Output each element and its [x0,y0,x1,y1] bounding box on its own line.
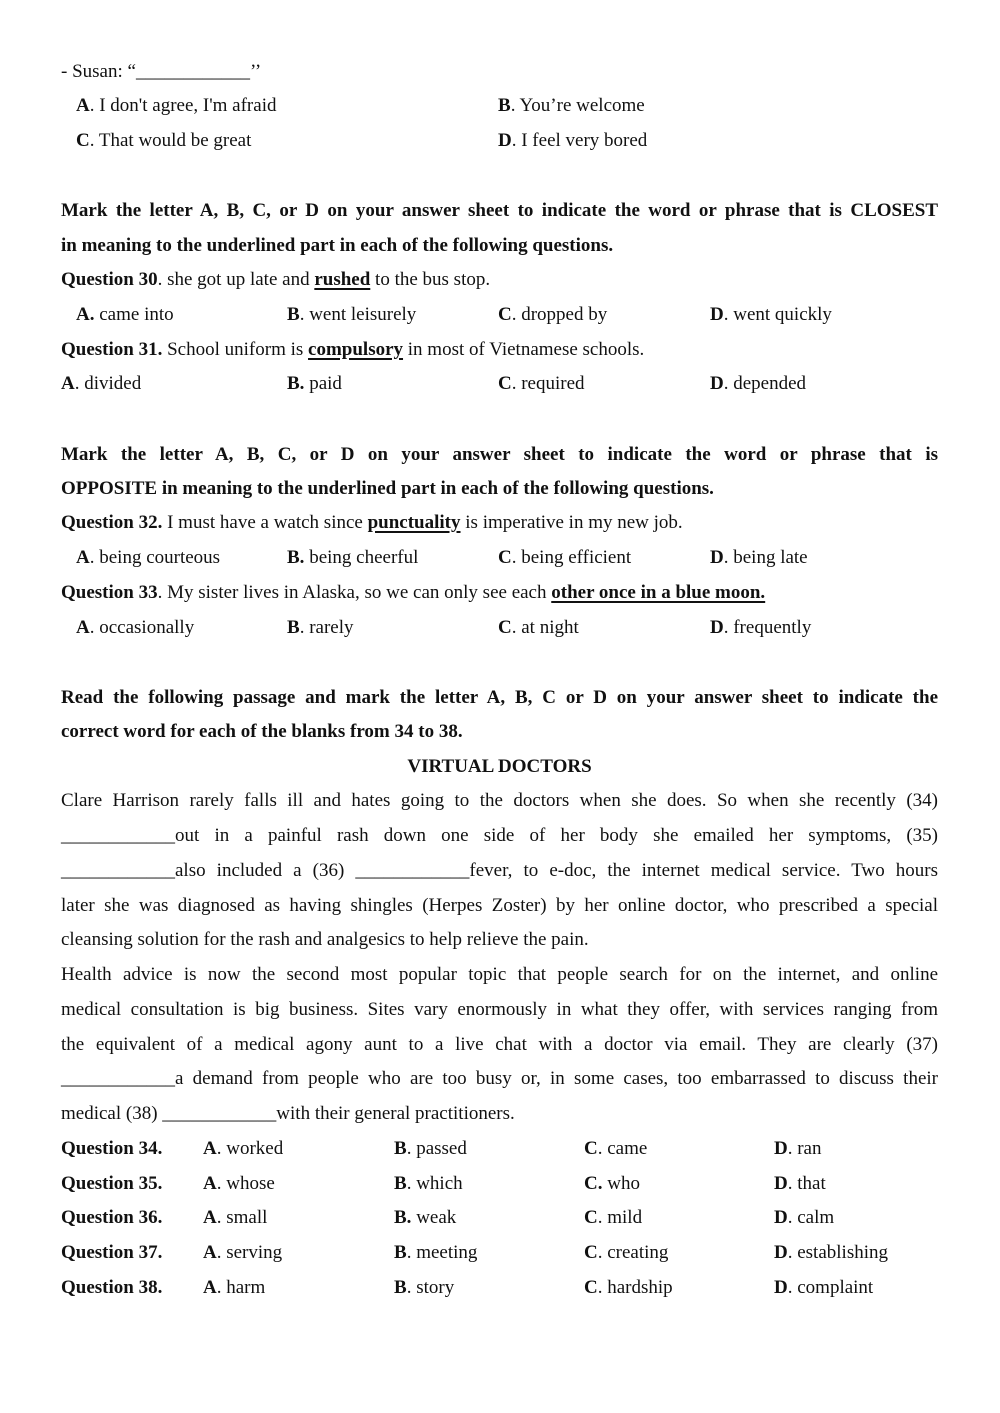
q33-stem: Question 33. My sister lives in Alaska, so we can only see each other once in a blue moon. [61,582,766,603]
q36-label: Question 36. [61,1207,163,1228]
q36-option-a[interactable]: A. small [203,1207,268,1228]
section-closest-instruction-line1: Mark the letter A, B, C, or D on your answer sheet to indicate the word or phrase that is CLOSEST [61,200,938,221]
q38-option-c[interactable]: C. hardship [584,1277,673,1298]
q35-option-d[interactable]: D. that [774,1173,826,1194]
q36-option-d[interactable]: D. calm [774,1207,835,1228]
passage-line: ____________out in a painful rash down one side of her body she emailed her symptoms, (35) [61,825,938,846]
passage-line: Clare Harrison rarely falls ill and hates going to the doctors when she does. So when she recently (34) [61,790,938,811]
q32-option-b[interactable]: B. being cheerful [287,547,419,568]
q30-option-b[interactable]: B. went leisurely [287,304,417,325]
passage-line: cleansing solution for the rash and analgesics to help relieve the pain. [61,929,589,950]
q29-option-b[interactable]: B. You’re welcome [498,95,645,116]
section-passage-instruction-line2: correct word for each of the blanks from 34 to 38. [61,721,463,742]
q29-prompt [61,60,261,84]
section-opposite-instruction-line1: Mark the letter A, B, C, or D on your answer sheet to indicate the word or phrase that is [61,444,938,465]
q32-underlined: punctuality [367,512,461,533]
q29-blank: ____________ [135,61,250,82]
q29-option-a[interactable]: A. I don't agree, I'm afraid [76,95,277,116]
q32-option-c[interactable]: C. being efficient [498,547,632,568]
q35-option-a[interactable]: A. whose [203,1173,275,1194]
q34-option-d[interactable]: D. ran [774,1138,822,1159]
section-closest-instruction-line2: in meaning to the underlined part in each of the following questions. [61,235,614,256]
q31-option-b[interactable]: B. paid [287,373,342,394]
q36-option-b[interactable]: B. weak [394,1207,457,1228]
q30-stem: Question 30. she got up late and rushed to the bus stop. [61,269,491,290]
q34-option-a[interactable]: A. worked [203,1138,284,1159]
q32-option-d[interactable]: D. being late [710,547,808,568]
q37-option-b[interactable]: B. meeting [394,1242,478,1263]
q38-option-d[interactable]: D. complaint [774,1277,874,1298]
passage-line: medical (38) ____________with their general practitioners. [61,1103,515,1124]
passage-line: Health advice is now the second most popular topic that people search for on the internet, and online [61,964,938,985]
q32-stem: Question 32. I must have a watch since punctuality is imperative in my new job. [61,512,683,533]
q31-option-a[interactable]: A. divided [61,373,142,394]
q37-option-d[interactable]: D. establishing [774,1242,889,1263]
q35-option-b[interactable]: B. which [394,1173,463,1194]
q31-stem: Question 31. School uniform is compulsory in most of Vietnamese schools. [61,339,645,360]
q33-option-c[interactable]: C. at night [498,617,579,638]
q34-label: Question 34. [61,1138,163,1159]
section-opposite-instruction-line2: OPPOSITE in meaning to the underlined part in each of the following questions. [61,478,714,499]
q33-option-d[interactable]: D. frequently [710,617,812,638]
q36-option-c[interactable]: C. mild [584,1207,643,1228]
q34-option-b[interactable]: B. passed [394,1138,467,1159]
passage-line: ____________also included a (36) ____________fever, to e-doc, the internet medical service. Two hours [61,860,938,881]
q37-option-a[interactable]: A. serving [203,1242,283,1263]
q34-option-c[interactable]: C. came [584,1138,648,1159]
q29-option-d[interactable]: D. I feel very bored [498,130,648,151]
q37-option-c[interactable]: C. creating [584,1242,669,1263]
passage-title: VIRTUAL DOCTORS [407,756,592,777]
q38-option-a[interactable]: A. harm [203,1277,266,1298]
q29-close-quote: ’’ [249,61,262,82]
q31-option-d[interactable]: D. depended [710,373,807,394]
q32-option-a[interactable]: A. being courteous [76,547,221,568]
q35-label: Question 35. [61,1173,163,1194]
q30-option-c[interactable]: C. dropped by [498,304,608,325]
passage-line: the equivalent of a medical agony aunt to a live chat with a doctor via email. They are clearly (37) [61,1034,938,1055]
section-passage-instruction-line1: Read the following passage and mark the letter A, B, C or D on your answer sheet to indicate the [61,687,938,708]
q37-label: Question 37. [61,1242,163,1263]
q31-underlined: compulsory [308,339,404,360]
q33-underlined: other once in a blue moon. [551,582,766,603]
passage-line: ____________a demand from people who are too busy or, in some cases, too embarrassed to discuss their [61,1068,938,1089]
q29-option-c[interactable]: C. That would be great [76,130,252,151]
q30-option-a[interactable]: A. came into [76,304,174,325]
q31-option-c[interactable]: C. required [498,373,585,394]
q33-option-a[interactable]: A. occasionally [76,617,195,638]
q30-option-d[interactable]: D. went quickly [710,304,832,325]
q35-option-c[interactable]: C. who [584,1173,640,1194]
q38-label: Question 38. [61,1277,163,1298]
q33-option-b[interactable]: B. rarely [287,617,354,638]
q30-underlined: rushed [314,269,371,290]
passage-line: later she was diagnosed as having shingles (Herpes Zoster) by her online doctor, who prescribed a special [61,895,938,916]
passage-line: medical consultation is big business. Sites vary enormously in what they offer, with services ranging from [61,999,938,1020]
q38-option-b[interactable]: B. story [394,1277,455,1298]
q29-speaker: - Susan: “ [61,61,136,82]
